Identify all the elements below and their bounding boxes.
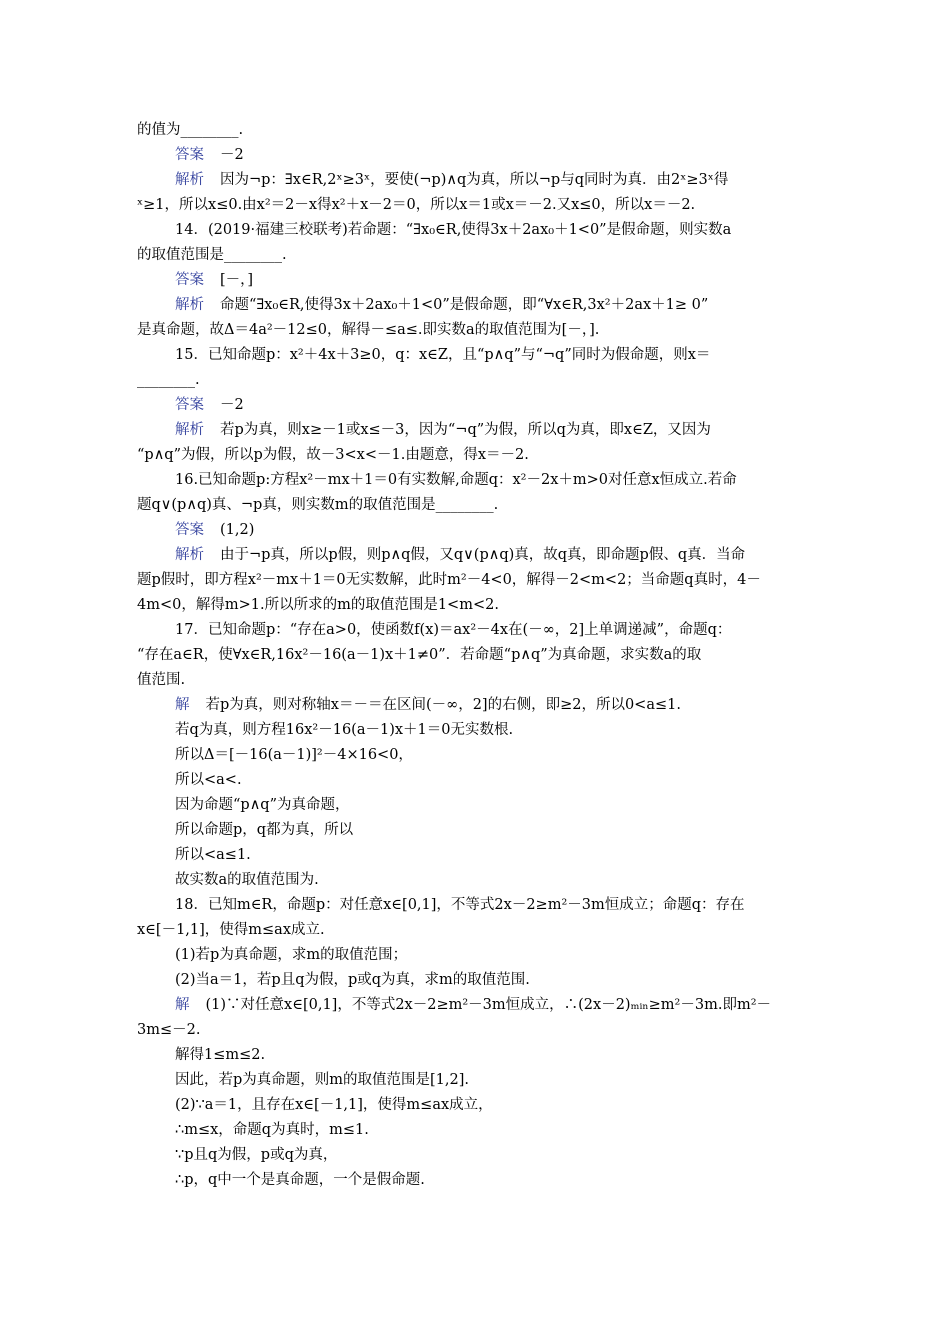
- line-text: 若p为真，则对称轴x＝－＝在区间(－∞，2]的右侧，即≥2，所以0<a≤1.: [205, 697, 681, 713]
- section-label: 答案: [175, 272, 204, 288]
- text-line: [137, 1168, 817, 1193]
- text-line: [137, 118, 817, 143]
- text-line: [137, 268, 817, 293]
- text-line: [137, 843, 817, 868]
- line-text: 命题“∃x₀∈R,使得3x＋2ax₀＋1<0”是假命题，即“∀x∈R,3x²＋2ax＋1≥ 0”: [220, 297, 709, 313]
- line-text: “p∧q”为假，所以p为假，故－3<x<－1.由题意，得x＝－2.: [137, 447, 529, 463]
- document-body: [137, 118, 817, 1193]
- line-text: “存在a∈R，使∀x∈R,16x²－16(a－1)x＋1≠0”．若命题“p∧q”为真命题，求实数a的取: [137, 647, 702, 663]
- line-text: 17．已知命题p：“存在a>0，使函数f(x)＝ax²－4x在(－∞，2]上单调递减”，命题q：: [175, 622, 732, 638]
- line-text: 所以Δ＝[－16(a－1)]²－4×16<0，: [175, 747, 413, 763]
- text-line: [137, 1043, 817, 1068]
- text-line: [137, 668, 817, 693]
- line-text: 若q为真，则方程16x²－16(a－1)x＋1＝0无实数根.: [175, 722, 514, 738]
- text-line: [137, 918, 817, 943]
- text-line: [137, 593, 817, 618]
- line-text: ∴m≤x，命题q为真时，m≤1.: [175, 1122, 369, 1138]
- text-line: [137, 243, 817, 268]
- line-text: －2: [220, 397, 244, 413]
- line-text: 由于¬p真，所以p假，则p∧q假，又q∨(p∧q)真，故q真，即命题p假、q真．当命: [220, 547, 746, 563]
- text-line: [137, 218, 817, 243]
- line-text: 3m≤－2.: [137, 1022, 201, 1038]
- section-label: 答案: [175, 397, 204, 413]
- text-line: [137, 1018, 817, 1043]
- text-line: [137, 618, 817, 643]
- text-line: [137, 568, 817, 593]
- text-line: [137, 968, 817, 993]
- text-line: [137, 518, 817, 543]
- text-line: [137, 718, 817, 743]
- section-label: 解析: [175, 297, 204, 313]
- section-label: 解: [175, 997, 190, 1013]
- line-text: 题q∨(p∧q)真、¬p真，则实数m的取值范围是________.: [137, 497, 499, 513]
- text-line: [137, 818, 817, 843]
- line-text: 因此，若p为真命题，则m的取值范围是[1,2].: [175, 1072, 470, 1088]
- line-text: －2: [220, 147, 244, 163]
- line-text: (2)∵a＝1，且存在x∈[－1,1]，使得m≤ax成立，: [175, 1097, 493, 1113]
- line-text: 是真命题，故Δ＝4a²－12≤0，解得－≤a≤.即实数a的取值范围为[－，].: [137, 322, 600, 338]
- line-text: ________.: [137, 372, 200, 388]
- line-text: 值范围.: [137, 672, 186, 688]
- text-line: [137, 1068, 817, 1093]
- line-text: (2)当a＝1，若p且q为假，p或q为真，求m的取值范围.: [175, 972, 530, 988]
- section-label: 解: [175, 697, 190, 713]
- text-line: [137, 1118, 817, 1143]
- text-line: [137, 693, 817, 718]
- line-text: 解得1≤m≤2.: [175, 1047, 266, 1063]
- line-text: 因为¬p：∃x∈R,2ˣ≥3ˣ，要使(¬p)∧q为真，所以¬p与q同时为真．由2ˣ≥3ˣ得: [220, 172, 729, 188]
- line-text: (1)∵对任意x∈[0,1]，不等式2x－2≥m²－3m恒成立，∴(2x－2)ₘᵢₙ≥m²－3m.即m²－: [205, 997, 772, 1013]
- section-label: 答案: [175, 522, 204, 538]
- line-text: ˣ≥1，所以x≤0.由x²＝2－x得x²＋x－2＝0，所以x＝1或x＝－2.又x≤0，所以x＝－2.: [137, 197, 696, 213]
- text-line: [137, 343, 817, 368]
- section-label: 解析: [175, 172, 204, 188]
- line-text: 若p为真，则x≥－1或x≤－3，因为“¬q”为假，所以q为真，即x∈Z，又因为: [220, 422, 711, 438]
- text-line: [137, 393, 817, 418]
- section-label: 解析: [175, 422, 204, 438]
- line-text: [－，]: [220, 272, 254, 288]
- text-line: [137, 893, 817, 918]
- line-text: x∈[－1,1]，使得m≤ax成立.: [137, 922, 325, 938]
- line-text: ∵p且q为假，p或q为真，: [175, 1147, 338, 1163]
- line-text: 16.已知命题p:方程x²－mx＋1＝0有实数解,命题q：x²－2x＋m>0对任意x恒成立.若命: [175, 472, 737, 488]
- text-line: [137, 418, 817, 443]
- line-text: 故实数a的取值范围为.: [175, 872, 319, 888]
- line-text: 18．已知m∈R，命题p：对任意x∈[0,1]，不等式2x－2≥m²－3m恒成立；命题q：存在: [175, 897, 745, 913]
- text-line: [137, 943, 817, 968]
- line-text: (1)若p为真命题，求m的取值范围；: [175, 947, 408, 963]
- text-line: [137, 868, 817, 893]
- section-label: 解析: [175, 547, 204, 563]
- text-line: [137, 143, 817, 168]
- text-line: [137, 1143, 817, 1168]
- text-line: [137, 743, 817, 768]
- text-line: [137, 493, 817, 518]
- line-text: 因为命题“p∧q”为真命题，: [175, 797, 350, 813]
- line-text: 15．已知命题p：x²＋4x＋3≥0，q：x∈Z，且“p∧q”与“¬q”同时为假命题，则x＝: [175, 347, 711, 363]
- text-line: [137, 1093, 817, 1118]
- line-text: 所以命题p，q都为真，所以: [175, 822, 354, 838]
- line-text: 4m<0，解得m>1.所以所求的m的取值范围是1<m<2.: [137, 597, 499, 613]
- line-text: 的值为________.: [137, 122, 244, 138]
- text-line: [137, 643, 817, 668]
- text-line: [137, 193, 817, 218]
- line-text: 所以<a≤1.: [175, 847, 251, 863]
- text-line: [137, 793, 817, 818]
- line-text: ∴p，q中一个是真命题，一个是假命题.: [175, 1172, 425, 1188]
- text-line: [137, 543, 817, 568]
- line-text: (1,2): [220, 522, 255, 538]
- text-line: [137, 443, 817, 468]
- line-text: 题p假时，即方程x²－mx＋1＝0无实数解，此时m²－4<0，解得－2<m<2；当命题q真时，4－: [137, 572, 761, 588]
- text-line: [137, 993, 817, 1018]
- section-label: 答案: [175, 147, 204, 163]
- text-line: [137, 468, 817, 493]
- text-line: [137, 368, 817, 393]
- text-line: [137, 768, 817, 793]
- line-text: 的取值范围是________.: [137, 247, 287, 263]
- line-text: 所以<a<.: [175, 772, 242, 788]
- text-line: [137, 168, 817, 193]
- line-text: 14．(2019·福建三校联考)若命题：“∃x₀∈R,使得3x＋2ax₀＋1<0”是假命题，则实数a: [175, 222, 732, 238]
- text-line: [137, 318, 817, 343]
- text-line: [137, 293, 817, 318]
